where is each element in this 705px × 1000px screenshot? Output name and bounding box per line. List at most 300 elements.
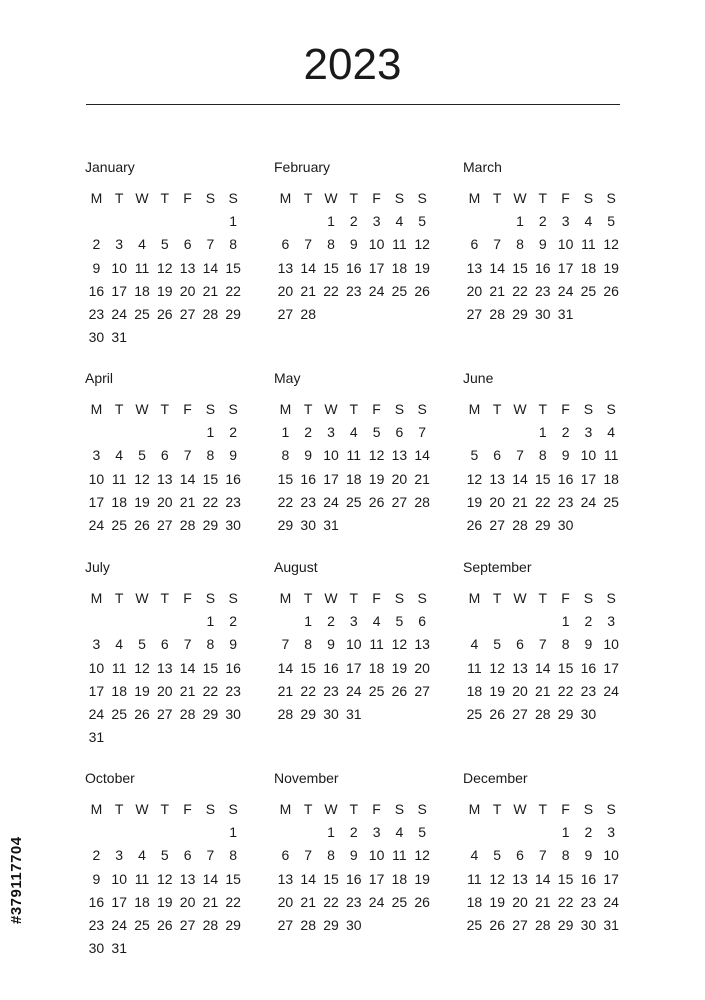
day-cell: 10 <box>323 447 339 464</box>
month-name: August <box>274 559 318 575</box>
empty-day-cell <box>509 821 532 844</box>
weekday-header: M <box>90 190 103 206</box>
day-cell: 17 <box>346 659 362 676</box>
day-cell: 20 <box>391 470 408 487</box>
day-cell: 3 <box>372 213 381 230</box>
day-cell: 22 <box>277 493 294 510</box>
day-cell: 10 <box>111 870 127 887</box>
day-cell: 7 <box>493 236 502 253</box>
day-cell: 14 <box>179 470 196 487</box>
empty-day-cell <box>486 421 509 444</box>
day-cell: 19 <box>489 893 505 910</box>
day-cell: 30 <box>557 516 574 533</box>
day-cell: 18 <box>368 659 385 676</box>
month-april <box>85 368 255 537</box>
day-cell: 2 <box>584 824 593 841</box>
day-cell: 14 <box>489 259 505 276</box>
weekday-header: T <box>303 190 313 206</box>
weekday-header: T <box>538 590 548 606</box>
weekday-header: T <box>114 801 124 817</box>
day-cell: 25 <box>391 893 408 910</box>
day-cell: 21 <box>535 682 551 699</box>
day-cell: 24 <box>557 282 574 299</box>
day-cell: 5 <box>493 847 502 864</box>
day-cell: 19 <box>603 259 619 276</box>
empty-day-cell <box>463 821 486 844</box>
day-cell: 8 <box>516 236 524 253</box>
day-cell: 3 <box>561 213 570 230</box>
day-cell: 7 <box>281 636 290 653</box>
weekday-header: W <box>513 590 527 606</box>
day-cell: 18 <box>603 470 619 487</box>
day-cell: 1 <box>327 213 335 230</box>
weekday-header: W <box>324 401 338 417</box>
empty-day-cell <box>108 610 131 633</box>
day-cell: 21 <box>202 893 219 910</box>
day-cell: 9 <box>584 847 593 864</box>
day-cell: 10 <box>88 659 105 676</box>
day-cell: 31 <box>603 916 619 933</box>
day-cell: 8 <box>206 447 215 464</box>
day-cell: 14 <box>300 870 316 887</box>
day-cell: 15 <box>300 659 316 676</box>
weekday-header: S <box>394 401 405 417</box>
day-cell: 4 <box>470 847 479 864</box>
empty-day-cell <box>131 421 154 444</box>
day-cell: 1 <box>304 613 313 630</box>
day-cell: 14 <box>535 659 551 676</box>
weekday-header: S <box>606 590 616 606</box>
day-cell: 12 <box>157 259 173 276</box>
day-cell: 30 <box>346 916 362 933</box>
year-title: 2023 <box>303 40 402 89</box>
weekday-header: W <box>324 190 338 206</box>
month-name: February <box>274 159 331 175</box>
day-cell: 17 <box>88 493 105 510</box>
empty-day-cell <box>108 210 131 233</box>
day-cell: 6 <box>470 236 479 253</box>
day-cell: 31 <box>88 729 105 746</box>
day-cell: 23 <box>88 916 105 933</box>
day-cell: 1 <box>327 824 335 841</box>
weekday-header: S <box>606 190 616 206</box>
day-cell: 2 <box>349 213 358 230</box>
empty-day-cell <box>531 821 554 844</box>
day-cell: 26 <box>414 893 430 910</box>
empty-day-cell <box>108 421 131 444</box>
day-cell: 17 <box>603 659 619 676</box>
empty-day-cell <box>509 610 532 633</box>
day-cell: 17 <box>88 682 105 699</box>
day-cell: 30 <box>535 305 551 322</box>
day-cell: 3 <box>349 613 358 630</box>
day-cell: 27 <box>489 516 505 533</box>
day-cell: 23 <box>557 493 574 510</box>
day-cell: 30 <box>323 705 339 722</box>
day-cell: 16 <box>580 659 597 676</box>
day-cell: 16 <box>88 282 105 299</box>
day-cell: 21 <box>512 493 528 510</box>
day-cell: 5 <box>470 447 479 464</box>
day-cell: 8 <box>561 847 570 864</box>
day-cell: 5 <box>138 636 146 653</box>
day-cell: 4 <box>395 213 404 230</box>
day-cell: 3 <box>607 613 616 630</box>
day-cell: 28 <box>535 916 551 933</box>
weekday-header: W <box>513 801 527 817</box>
day-cell: 10 <box>346 636 362 653</box>
empty-day-cell <box>274 610 297 633</box>
month-may <box>274 368 444 537</box>
weekday-header: S <box>205 190 216 206</box>
day-cell: 5 <box>160 236 169 253</box>
day-cell: 28 <box>414 493 430 510</box>
month-days-grid <box>274 587 444 726</box>
weekday-header: T <box>538 401 548 417</box>
day-cell: 4 <box>372 613 381 630</box>
day-cell: 1 <box>561 824 570 841</box>
day-cell: 14 <box>414 447 430 464</box>
day-cell: 7 <box>418 424 427 441</box>
day-cell: 7 <box>304 847 313 864</box>
day-cell: 22 <box>202 682 219 699</box>
day-cell: 24 <box>580 493 597 510</box>
day-cell: 6 <box>493 447 502 464</box>
day-cell: 8 <box>327 847 335 864</box>
day-cell: 24 <box>88 705 105 722</box>
day-cell: 2 <box>561 424 570 441</box>
day-cell: 17 <box>603 870 619 887</box>
day-cell: 12 <box>391 636 408 653</box>
day-cell: 12 <box>414 236 430 253</box>
day-cell: 10 <box>603 636 619 653</box>
weekday-header: S <box>228 190 238 206</box>
day-cell: 25 <box>580 282 597 299</box>
day-cell: 15 <box>557 870 574 887</box>
day-cell: 17 <box>580 470 597 487</box>
day-cell: 26 <box>466 516 483 533</box>
day-cell: 5 <box>418 213 427 230</box>
weekday-header: W <box>324 801 338 817</box>
month-name: November <box>274 770 339 786</box>
day-cell: 9 <box>349 847 358 864</box>
month-days-grid <box>85 398 255 537</box>
day-cell: 1 <box>516 213 524 230</box>
day-cell: 29 <box>557 705 574 722</box>
weekday-header: F <box>372 590 381 606</box>
day-cell: 13 <box>179 259 196 276</box>
day-cell: 14 <box>535 870 551 887</box>
day-cell: 8 <box>229 236 238 253</box>
day-cell: 7 <box>206 847 215 864</box>
day-cell: 5 <box>160 847 169 864</box>
weekday-header: T <box>114 190 124 206</box>
weekday-header: S <box>417 190 427 206</box>
day-cell: 1 <box>538 424 547 441</box>
day-cell: 18 <box>111 493 127 510</box>
day-cell: 12 <box>157 870 173 887</box>
month-september <box>463 557 633 726</box>
day-cell: 3 <box>327 424 335 441</box>
day-cell: 25 <box>134 305 150 322</box>
day-cell: 14 <box>179 659 196 676</box>
day-cell: 21 <box>179 493 196 510</box>
day-cell: 16 <box>557 470 574 487</box>
day-cell: 1 <box>229 824 238 841</box>
month-days-grid <box>85 187 255 349</box>
day-cell: 5 <box>372 424 381 441</box>
day-cell: 17 <box>368 259 385 276</box>
day-cell: 29 <box>512 305 528 322</box>
weekday-header: W <box>135 401 149 417</box>
day-cell: 28 <box>300 305 316 322</box>
month-name: April <box>85 370 114 386</box>
day-cell: 27 <box>277 305 294 322</box>
weekday-header: T <box>160 190 170 206</box>
month-name: September <box>463 559 532 575</box>
day-cell: 16 <box>580 870 597 887</box>
day-cell: 24 <box>368 893 385 910</box>
day-cell: 30 <box>225 516 241 533</box>
day-cell: 19 <box>466 493 483 510</box>
empty-day-cell <box>153 610 176 633</box>
empty-day-cell <box>531 610 554 633</box>
day-cell: 22 <box>225 893 241 910</box>
day-cell: 23 <box>346 893 362 910</box>
day-cell: 25 <box>111 516 127 533</box>
day-cell: 31 <box>557 305 574 322</box>
day-cell: 2 <box>327 613 335 630</box>
day-cell: 7 <box>183 636 192 653</box>
day-cell: 22 <box>323 282 339 299</box>
day-cell: 20 <box>277 282 294 299</box>
day-cell: 2 <box>92 847 101 864</box>
weekday-header: F <box>372 401 381 417</box>
empty-day-cell <box>131 821 154 844</box>
weekday-header: M <box>90 590 103 606</box>
day-cell: 26 <box>489 916 505 933</box>
empty-day-cell <box>153 210 176 233</box>
day-cell: 16 <box>346 870 362 887</box>
day-cell: 20 <box>179 282 196 299</box>
day-cell: 28 <box>179 516 196 533</box>
month-july <box>85 557 255 749</box>
day-cell: 16 <box>225 470 241 487</box>
day-cell: 28 <box>179 705 196 722</box>
weekday-header: S <box>606 801 616 817</box>
day-cell: 25 <box>134 916 150 933</box>
weekday-header: F <box>561 401 570 417</box>
month-march <box>463 157 633 326</box>
day-cell: 28 <box>489 305 505 322</box>
day-cell: 28 <box>202 916 219 933</box>
day-cell: 7 <box>538 847 547 864</box>
day-cell: 20 <box>179 893 196 910</box>
empty-day-cell <box>153 821 176 844</box>
day-cell: 29 <box>300 705 316 722</box>
day-cell: 25 <box>111 705 127 722</box>
day-cell: 22 <box>535 493 551 510</box>
day-cell: 29 <box>535 516 551 533</box>
day-cell: 19 <box>414 870 430 887</box>
empty-day-cell <box>176 210 199 233</box>
day-cell: 19 <box>414 259 430 276</box>
weekday-header: F <box>561 801 570 817</box>
day-cell: 21 <box>489 282 505 299</box>
day-cell: 2 <box>92 236 101 253</box>
day-cell: 23 <box>225 493 241 510</box>
day-cell: 18 <box>466 682 483 699</box>
weekday-header: M <box>279 401 292 417</box>
day-cell: 10 <box>368 236 385 253</box>
day-cell: 20 <box>277 893 294 910</box>
empty-day-cell <box>108 821 131 844</box>
day-cell: 11 <box>111 659 127 676</box>
day-cell: 28 <box>300 916 316 933</box>
month-august <box>274 557 444 726</box>
day-cell: 25 <box>603 493 619 510</box>
weekday-header: W <box>135 801 149 817</box>
day-cell: 10 <box>88 470 105 487</box>
day-cell: 24 <box>111 305 127 322</box>
day-cell: 28 <box>202 305 219 322</box>
day-cell: 4 <box>138 847 146 864</box>
title-divider <box>86 104 620 105</box>
empty-day-cell <box>176 821 199 844</box>
day-cell: 7 <box>516 447 524 464</box>
weekday-header: S <box>417 401 427 417</box>
day-cell: 10 <box>557 236 574 253</box>
weekday-header: S <box>205 590 216 606</box>
day-cell: 5 <box>418 824 427 841</box>
day-cell: 19 <box>134 493 150 510</box>
day-cell: 25 <box>368 682 385 699</box>
day-cell: 31 <box>346 705 362 722</box>
weekday-header: S <box>583 401 594 417</box>
day-cell: 3 <box>607 824 616 841</box>
weekday-header: S <box>583 801 594 817</box>
day-cell: 25 <box>391 282 408 299</box>
empty-day-cell <box>509 421 532 444</box>
day-cell: 30 <box>300 516 316 533</box>
day-cell: 11 <box>392 847 407 864</box>
day-cell: 12 <box>414 847 430 864</box>
day-cell: 9 <box>229 636 238 653</box>
day-cell: 13 <box>277 870 294 887</box>
day-cell: 16 <box>300 470 316 487</box>
weekday-header: F <box>561 590 570 606</box>
day-cell: 1 <box>206 613 215 630</box>
month-name: December <box>463 770 528 786</box>
day-cell: 19 <box>391 659 408 676</box>
day-cell: 9 <box>584 636 593 653</box>
day-cell: 7 <box>304 236 313 253</box>
day-cell: 3 <box>372 824 381 841</box>
day-cell: 9 <box>327 636 335 653</box>
empty-day-cell <box>297 821 320 844</box>
day-cell: 22 <box>323 893 339 910</box>
day-cell: 18 <box>346 470 362 487</box>
day-cell: 15 <box>323 870 339 887</box>
day-cell: 2 <box>229 424 238 441</box>
month-june <box>463 368 633 537</box>
day-cell: 13 <box>179 870 196 887</box>
day-cell: 11 <box>111 470 127 487</box>
day-cell: 26 <box>603 282 619 299</box>
day-cell: 7 <box>183 447 192 464</box>
day-cell: 14 <box>202 870 219 887</box>
day-cell: 18 <box>134 282 150 299</box>
day-cell: 23 <box>323 682 339 699</box>
day-cell: 8 <box>327 236 335 253</box>
day-cell: 2 <box>229 613 238 630</box>
weekday-header: S <box>583 190 594 206</box>
day-cell: 30 <box>88 940 105 957</box>
day-cell: 20 <box>157 493 173 510</box>
month-name: January <box>85 159 135 175</box>
day-cell: 29 <box>323 916 339 933</box>
day-cell: 15 <box>202 659 219 676</box>
weekday-header: T <box>492 590 502 606</box>
day-cell: 23 <box>580 893 597 910</box>
day-cell: 12 <box>134 659 150 676</box>
day-cell: 28 <box>535 705 551 722</box>
weekday-header: M <box>279 190 292 206</box>
day-cell: 15 <box>277 470 294 487</box>
empty-day-cell <box>297 210 320 233</box>
day-cell: 2 <box>349 824 358 841</box>
day-cell: 13 <box>414 636 430 653</box>
empty-day-cell <box>463 610 486 633</box>
empty-day-cell <box>176 421 199 444</box>
day-cell: 28 <box>277 705 294 722</box>
weekday-header: S <box>417 590 427 606</box>
day-cell: 4 <box>395 824 404 841</box>
day-cell: 13 <box>512 659 528 676</box>
day-cell: 29 <box>277 516 294 533</box>
day-cell: 25 <box>466 916 483 933</box>
day-cell: 21 <box>202 282 219 299</box>
day-cell: 4 <box>584 213 593 230</box>
weekday-header: S <box>228 590 238 606</box>
weekday-header: F <box>183 401 192 417</box>
day-cell: 19 <box>368 470 385 487</box>
empty-day-cell <box>463 421 486 444</box>
day-cell: 27 <box>179 305 196 322</box>
month-days-grid <box>463 798 633 937</box>
day-cell: 27 <box>157 516 173 533</box>
day-cell: 10 <box>580 447 597 464</box>
day-cell: 11 <box>467 870 482 887</box>
day-cell: 23 <box>580 682 597 699</box>
day-cell: 18 <box>111 682 127 699</box>
empty-day-cell <box>85 210 108 233</box>
day-cell: 11 <box>134 870 150 887</box>
day-cell: 28 <box>512 516 528 533</box>
day-cell: 12 <box>489 659 505 676</box>
month-days-grid <box>85 587 255 749</box>
day-cell: 5 <box>395 613 404 630</box>
month-february <box>274 157 444 326</box>
day-cell: 12 <box>603 236 619 253</box>
day-cell: 17 <box>557 259 574 276</box>
weekday-header: M <box>279 801 292 817</box>
day-cell: 26 <box>414 282 430 299</box>
day-cell: 20 <box>512 682 528 699</box>
month-name: May <box>274 370 301 386</box>
day-cell: 15 <box>557 659 574 676</box>
day-cell: 5 <box>493 636 502 653</box>
